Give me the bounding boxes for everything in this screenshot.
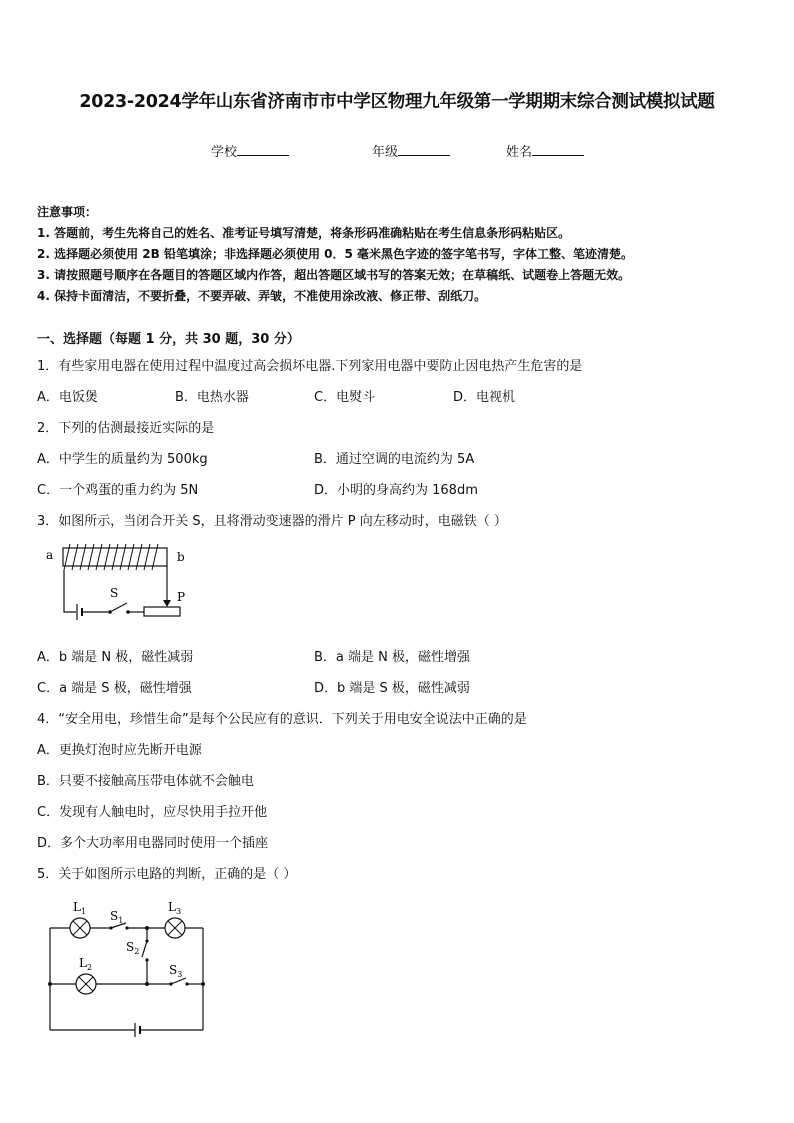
slider-p-arrow[interactable]	[163, 600, 171, 607]
label-l2: $L_2$	[79, 956, 93, 972]
name-blank[interactable]	[532, 143, 584, 156]
grade-blank[interactable]	[398, 143, 450, 156]
notice-item: 3. 请按照题号顺序在各题目的答题区域内作答，超出答题区域书写的答案无效；在草稿纸、试题卷上答题无效。	[37, 268, 631, 282]
q1-option-c[interactable]: C．电熨斗	[314, 390, 376, 405]
notice-heading: 注意事项：	[37, 205, 98, 219]
label-s1: $S_1$	[110, 909, 124, 925]
q3-option-a[interactable]: A．b 端是 N 极，磁性减弱	[37, 650, 194, 665]
question-5-stem: 5．关于如图所示电路的判断，正确的是（ ）	[37, 867, 297, 882]
fig-label-p: P	[177, 590, 186, 604]
fig-label-s: S	[110, 586, 119, 600]
q1-option-d[interactable]: D．电视机	[453, 390, 516, 405]
notice-item: 2. 选择题必须使用 2B 铅笔填涂；非选择题必须使用 0．5 毫米黑色字迹的签字笔书写，字体工整、笔迹清楚。	[37, 247, 633, 261]
school-blank[interactable]	[237, 143, 289, 156]
rheostat	[144, 607, 180, 616]
lamp-circuit-figure	[40, 893, 215, 1043]
q2-option-b[interactable]: B．通过空调的电流约为 5A	[314, 452, 475, 467]
electromagnet-circuit-figure	[40, 540, 200, 625]
wire-left	[64, 570, 76, 612]
lamp-l2-icon	[76, 974, 96, 994]
lamp-l3-icon	[165, 918, 185, 938]
q4-option-a[interactable]: A．更换灯泡时应先断开电源	[37, 743, 202, 758]
q4-option-d[interactable]: D．多个大功率用电器同时使用一个插座	[37, 836, 269, 851]
name-label: 姓名	[506, 145, 533, 160]
fig-label-b: b	[177, 550, 185, 564]
notice-item: 1. 答题前，考生先将自己的姓名、准考证号填写清楚，将条形码准确粘贴在考生信息条形码粘贴区。	[37, 226, 571, 240]
lamp-l1-icon	[70, 918, 90, 938]
label-s2: $S_2$	[126, 940, 140, 956]
label-l1: $L_1$	[73, 900, 87, 916]
school-field[interactable]	[211, 141, 289, 160]
label-l3: $L_3$	[168, 900, 182, 916]
q3-option-b[interactable]: B．a 端是 N 极，磁性增强	[314, 650, 471, 665]
q2-option-a[interactable]: A．中学生的质量约为 500kg	[37, 452, 208, 467]
grade-field[interactable]	[372, 141, 450, 160]
q4-option-b[interactable]: B．只要不接触高压带电体就不会触电	[37, 774, 254, 789]
notice-item: 4. 保持卡面清洁，不要折叠，不要弄破、弄皱，不准使用涂改液、修正带、刮纸刀。	[37, 289, 487, 303]
q1-option-b[interactable]: B．电热水器	[175, 390, 249, 405]
q3-option-c[interactable]: C．a 端是 S 极，磁性增强	[37, 681, 192, 696]
section-heading: 一、选择题（每题 1 分，共 30 题，30 分）	[37, 332, 300, 347]
question-4-stem: 4．“安全用电，珍惜生命”是每个公民应有的意识．下列关于用电安全说法中正确的是	[37, 712, 527, 727]
label-s3: $S_3$	[169, 963, 183, 979]
name-field[interactable]	[506, 141, 584, 160]
school-label: 学校	[211, 145, 238, 160]
q4-option-c[interactable]: C．发现有人触电时，应尽快用手拉开他	[37, 805, 268, 820]
question-1-stem: 1．有些家用电器在使用过程中温度过高会损坏电器.下列家用电器中要防止因电热产生危害的是	[37, 359, 583, 374]
fig-label-a: a	[46, 548, 54, 562]
grade-label: 年级	[372, 145, 399, 160]
switch-s2[interactable]	[142, 928, 149, 962]
switch-s[interactable]	[110, 603, 127, 612]
q2-option-c[interactable]: C．一个鸡蛋的重力约为 5N	[37, 483, 199, 498]
question-3-stem: 3．如图所示，当闭合开关 S，且将滑动变速器的滑片 P 向左移动时，电磁铁（ ）	[37, 514, 507, 529]
q1-option-a[interactable]: A．电饭煲	[37, 390, 98, 405]
q3-option-d[interactable]: D．b 端是 S 极，磁性减弱	[314, 681, 470, 696]
switch-s3[interactable]	[169, 978, 188, 986]
page-title: 2023-2024学年山东省济南市市中学区物理九年级第一学期期末综合测试模拟试题	[79, 92, 715, 112]
q2-option-d[interactable]: D．小明的身高约为 168dm	[314, 483, 478, 498]
question-2-stem: 2．下列的估测最接近实际的是	[37, 421, 215, 436]
